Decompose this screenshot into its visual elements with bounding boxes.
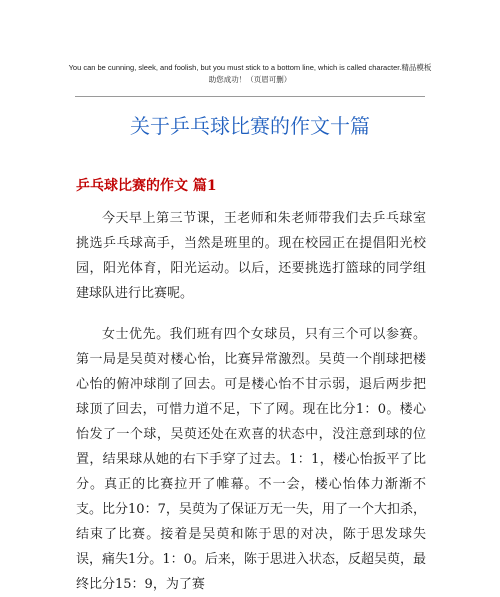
header-divider: [75, 96, 425, 97]
document-title: 关于乒乓球比赛的作文十篇: [130, 114, 370, 138]
paragraph-1: 今天早上第三节课，王老师和朱老师带我们去乒乓球室挑选乒乓球高手，当然是班里的。现在校园正在提倡阳光校园，阳光体育，阳光运动。以后，还要挑选打篮球的同学组建球队进行比赛呢。: [76, 211, 426, 301]
paragraph-2: 女士优先。我们班有四个女球员，只有三个可以参赛。第一局是吴萸对楼心怡，比赛异常激烈。吴萸一个削球把楼心怡的俯冲球削了回去。可是楼心怡不甘示弱，退后两步把球顶了回去，可惜力道不足，下了网。现在比分1：0。楼心怡发了一个球，吴萸还处在欢喜的状态中，没注意到球的位置，结果球从她的右下手穿了过去。1：1，楼心怡扳平了比分。真正的比赛拉开了帷幕。不一会，楼心怡体力渐渐不支。比分10：7，吴萸为了保证万无一失，用了一个大扣杀，结束了比赛。接着是吴萸和陈于思的对决，陈于思发球失误，痛失1分。1：0。后来，陈于思进入状态，反超吴萸，最终比分15：9，为了赛: [76, 327, 426, 592]
header-note: [60, 62, 440, 86]
header-note-line-1: You can be cunning, sleek, and foolish, but you must stick to a bottom line, which is called character.精品模板: [68, 63, 432, 72]
section-heading: 乒乓球比赛的作文 篇1: [76, 178, 217, 194]
header-note-line-2: 助您成功！（页眉可删）: [208, 75, 292, 84]
